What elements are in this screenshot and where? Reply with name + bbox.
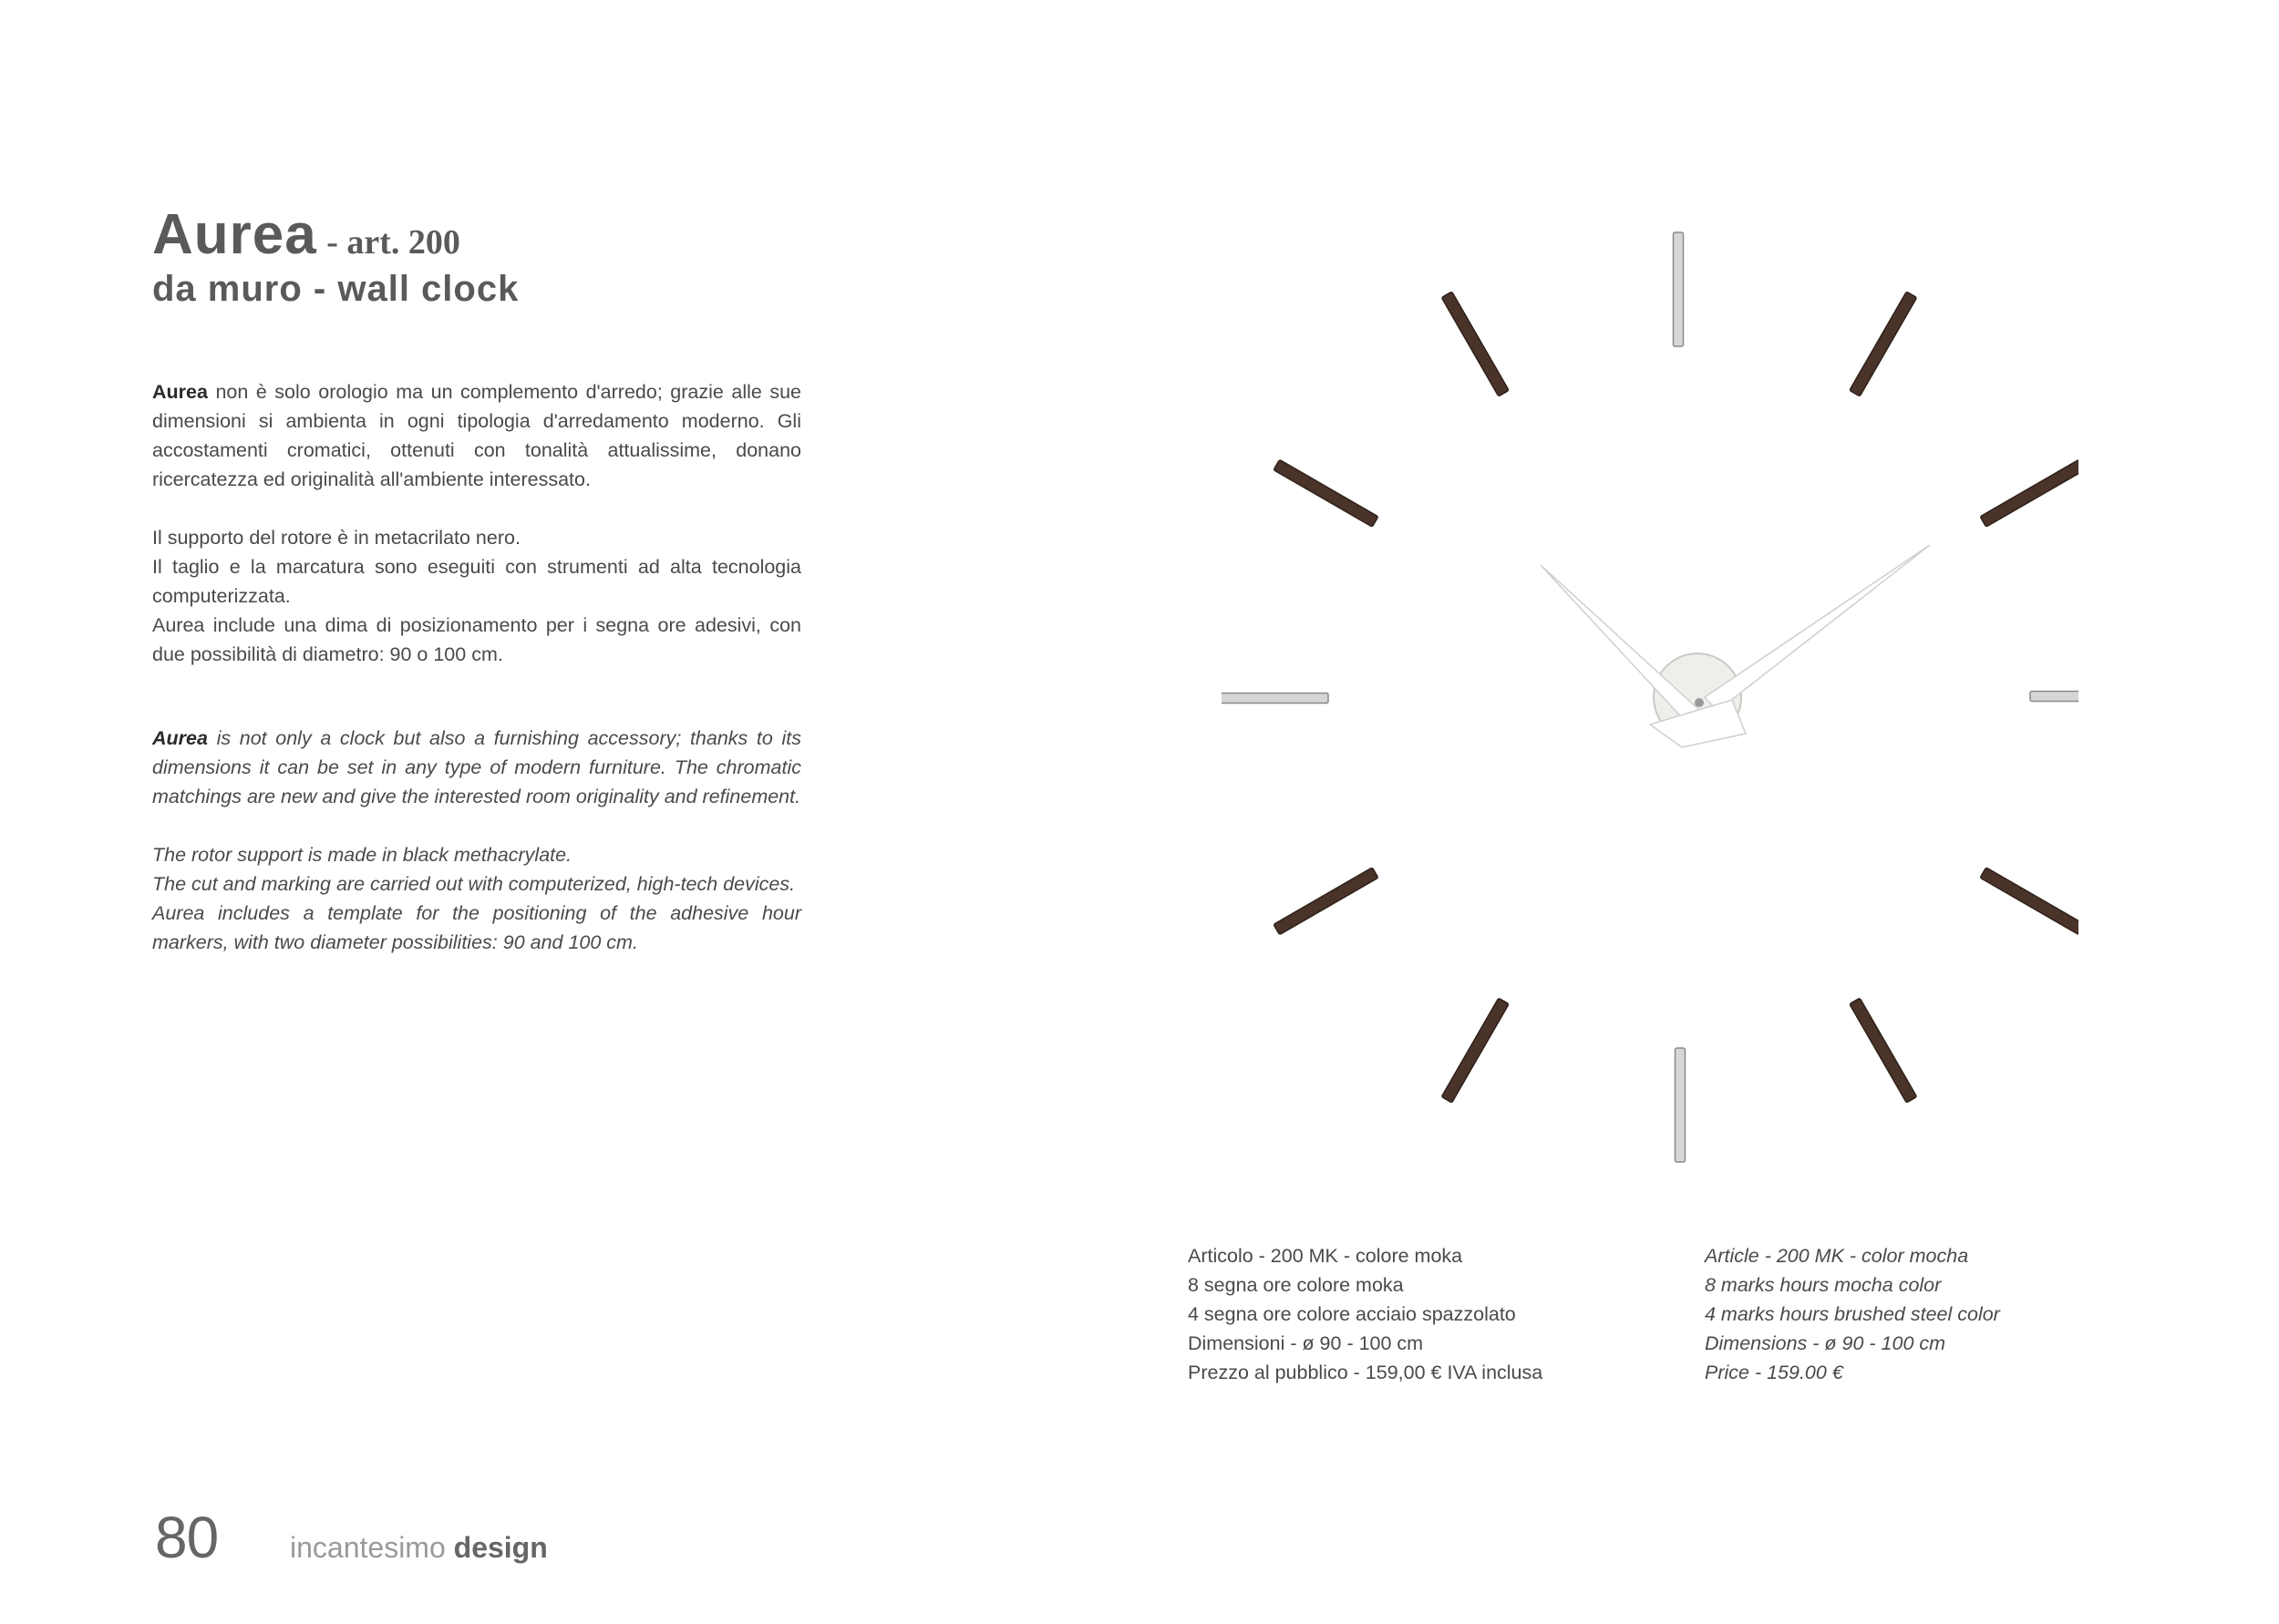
spec-en-line: Price - 159.00 € bbox=[1705, 1362, 1843, 1383]
italian-line-support: Il supporto del rotore è in metacrilato nero. bbox=[152, 527, 521, 549]
spec-it-line: Dimensioni - ø 90 - 100 cm bbox=[1188, 1332, 1424, 1354]
hour-markers bbox=[1222, 232, 2078, 1162]
steel-hour-marker bbox=[1674, 232, 1684, 346]
italian-text: non è solo orologio ma un complemento d'arredo; grazie alle sue dimensioni si ambienta in ogni tipologia d'arredamento moderno. Gli accostamenti cromatici, ottenuti con tonalità attualissime, donano ricercatezza ed originalità all'ambiente interessato. bbox=[152, 381, 801, 490]
brand-bold: design bbox=[453, 1531, 548, 1564]
spec-en-line: 4 marks hours brushed steel color bbox=[1705, 1303, 2000, 1325]
mocha-hour-marker bbox=[1441, 998, 1509, 1103]
mocha-hour-marker bbox=[1850, 292, 1917, 396]
mocha-hour-marker bbox=[1850, 998, 1917, 1103]
english-text: is not only a clock but also a furnishing accessory; thanks to its dimensions it can be set in any type of modern furniture. The chromatic matchings are new and give the interested room originality and refinement. bbox=[152, 727, 801, 807]
steel-hour-marker bbox=[1676, 1048, 1686, 1162]
clock-hands bbox=[1541, 545, 1930, 747]
italian-lead: Aurea bbox=[152, 381, 208, 403]
brand-light: incantesimo bbox=[290, 1531, 454, 1564]
spec-it-line: Articolo - 200 MK - colore moka bbox=[1188, 1245, 1463, 1267]
spec-italian bbox=[1188, 1241, 1542, 1387]
spec-en-line: Article - 200 MK - color mocha bbox=[1705, 1245, 1969, 1267]
product-title bbox=[152, 202, 519, 267]
steel-hour-marker bbox=[1222, 694, 1328, 704]
english-description bbox=[152, 724, 801, 957]
italian-description bbox=[152, 377, 801, 669]
italian-line-template: Aurea include una dima di posizionamento per i segna ore adesivi, con due possibilità di diametro: 90 o 100 cm. bbox=[152, 614, 801, 665]
product-subtitle: da muro - wall clock bbox=[152, 269, 520, 309]
spec-it-line: 8 segna ore colore moka bbox=[1188, 1274, 1404, 1296]
mocha-hour-marker bbox=[1980, 868, 2078, 935]
minute-hand bbox=[1705, 545, 1930, 711]
mocha-hour-marker bbox=[1274, 459, 1378, 527]
english-line-cut: The cut and marking are carried out with computerized, high-tech devices. bbox=[152, 873, 796, 895]
page-number: 80 bbox=[155, 1505, 219, 1570]
english-line-template: Aurea includes a template for the positioning of the adhesive hour markers, with two diameter possibilities: 90 and 100 cm. bbox=[152, 902, 801, 953]
spec-en-line: Dimensions - ø 90 - 100 cm bbox=[1705, 1332, 1946, 1354]
italian-line-cut: Il taglio e la marcatura sono eseguiti con strumenti ad alta tecnologia computerizzata. bbox=[152, 556, 801, 607]
hour-hand bbox=[1541, 565, 1700, 725]
english-line-support: The rotor support is made in black methacrylate. bbox=[152, 844, 572, 866]
spec-en-line: 8 marks hours mocha color bbox=[1705, 1274, 1942, 1296]
brand-name bbox=[290, 1531, 548, 1565]
title-block bbox=[152, 202, 519, 310]
mocha-hour-marker bbox=[1441, 292, 1509, 396]
article-number: - art. 200 bbox=[326, 223, 460, 262]
product-name: Aurea bbox=[152, 203, 317, 266]
italian-paragraph-1 bbox=[152, 377, 801, 494]
center-pin bbox=[1695, 698, 1704, 707]
steel-hour-marker bbox=[2030, 692, 2078, 702]
english-lead: Aurea bbox=[152, 727, 208, 749]
mocha-hour-marker bbox=[1274, 868, 1378, 935]
spec-it-line: Prezzo al pubblico - 159,00 € IVA inclusa bbox=[1188, 1362, 1543, 1383]
spec-english bbox=[1705, 1241, 2000, 1387]
spec-it-line: 4 segna ore colore acciaio spazzolato bbox=[1188, 1303, 1516, 1325]
mocha-hour-marker bbox=[1980, 459, 2078, 527]
wall-clock-image bbox=[1222, 200, 2078, 1185]
english-paragraph-1 bbox=[152, 724, 801, 811]
